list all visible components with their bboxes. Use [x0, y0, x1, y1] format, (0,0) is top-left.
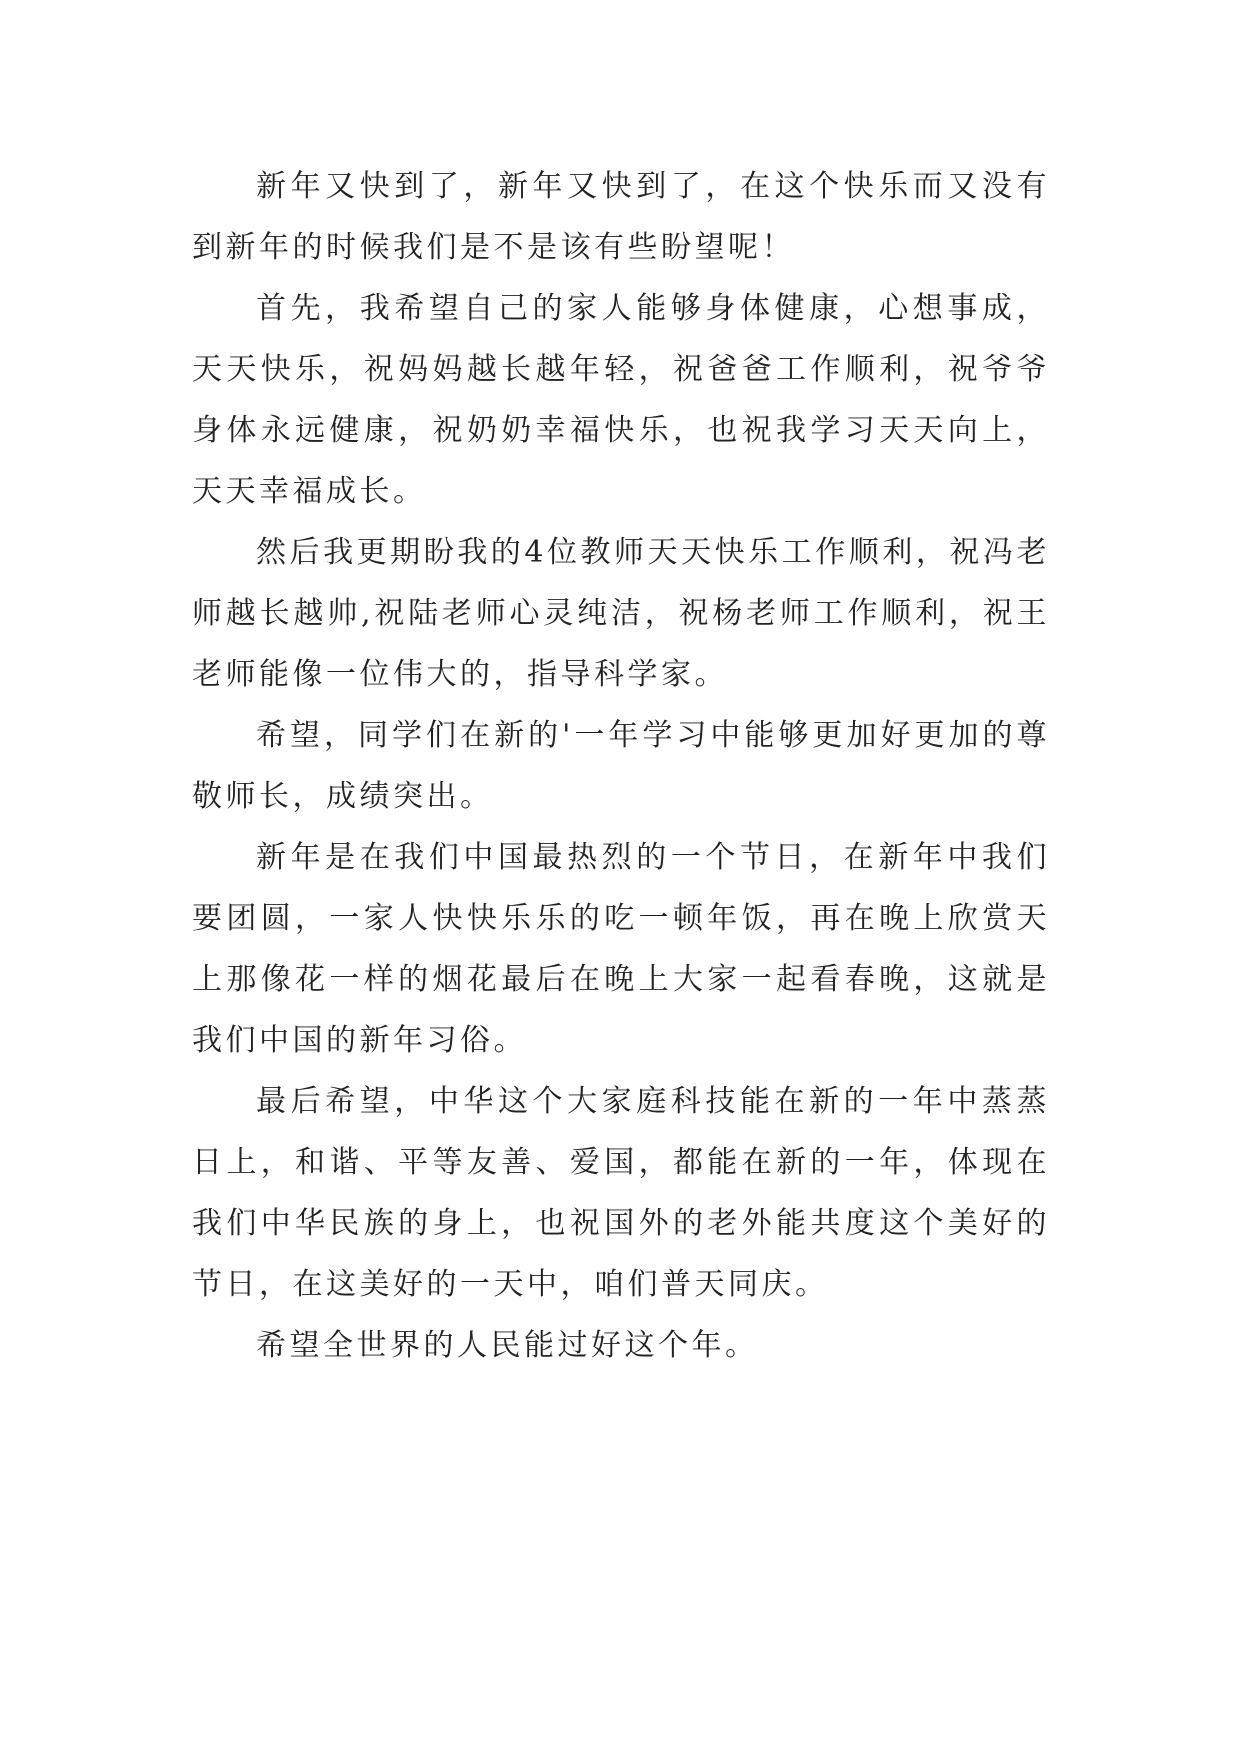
- paragraph-7: 希望全世界的人民能过好这个年。: [256, 1328, 759, 1363]
- paragraph-2: 首先，我希望自己的家人能够身体健康，心想事成，天天快乐，祝妈妈越长越年轻，祝爸爸工作顺利，祝爷爷身体永远健康，祝奶奶幸福快乐，也祝我学习天天向上，天天幸福成长。: [192, 291, 1050, 509]
- paragraph-6: 最后希望，中华这个大家庭科技能在新的一年中蒸蒸日上，和谐、平等友善、爱国，都能在新的一年，体现在我们中华民族的身上，也祝国外的老外能共度这个美好的节日，在这美好的一天中，咱们普天同庆。: [192, 1084, 1050, 1302]
- paragraph-4: 希望，同学们在新的'一年学习中能够更加好更加的尊敬师长，成绩突出。: [192, 718, 1050, 814]
- document-body: [192, 156, 1050, 1376]
- paragraph-1: 新年又快到了，新年又快到了，在这个快乐而又没有到新年的时候我们是不是该有些盼望呢！: [192, 169, 1050, 265]
- paragraph-5: 新年是在我们中国最热烈的一个节日，在新年中我们要团圆，一家人快快乐乐的吃一顿年饭，再在晚上欣赏天上那像花一样的烟花最后在晚上大家一起看春晚，这就是我们中国的新年习俗。: [192, 840, 1050, 1058]
- paragraph-3: 然后我更期盼我的4位教师天天快乐工作顺利，祝冯老师越长越帅,祝陆老师心灵纯洁，祝杨老师工作顺利，祝王老师能像一位伟大的，指导科学家。: [192, 535, 1050, 692]
